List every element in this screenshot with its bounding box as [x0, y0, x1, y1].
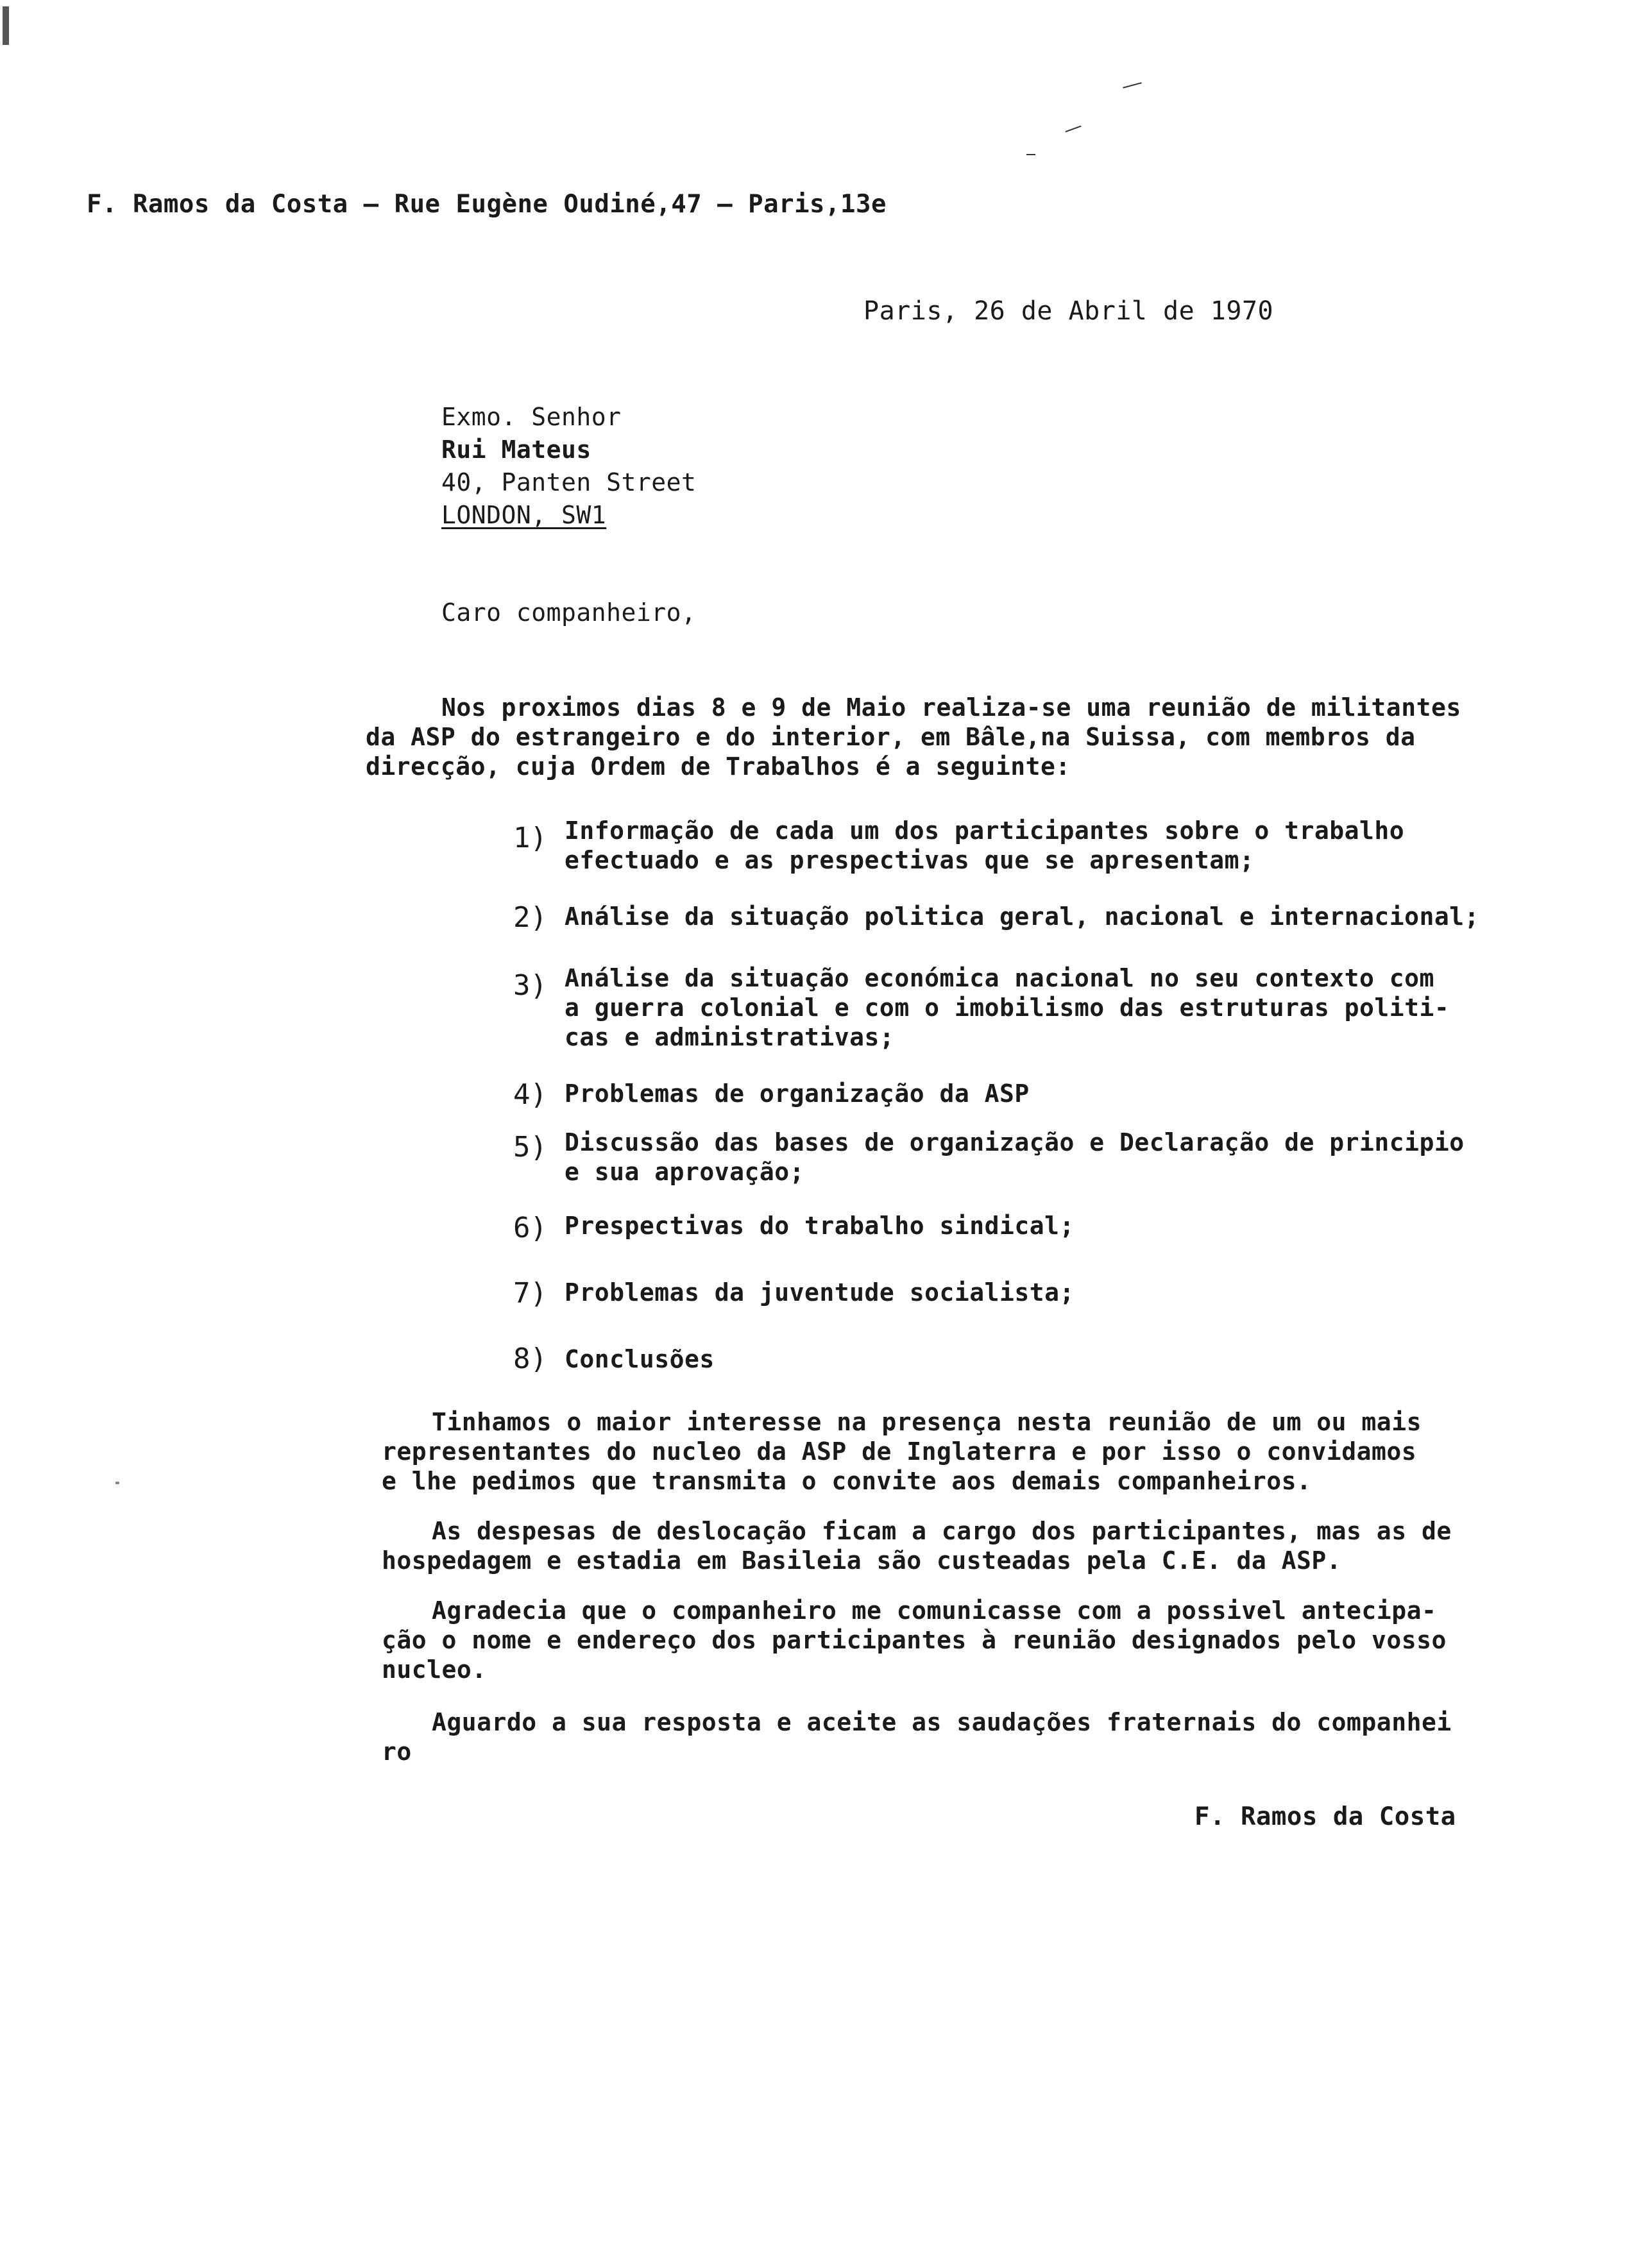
- recipient-title: Exmo. Senhor: [441, 403, 622, 431]
- agenda-item-5-line-2: e sua aprovação;: [565, 1158, 805, 1186]
- agenda-item-2-line-1: Análise da situação politica geral, nacional e internacional;: [565, 902, 1480, 931]
- paragraph-3-line-3: nucleo.: [382, 1655, 487, 1684]
- agenda-item-4-number: 4): [513, 1078, 547, 1111]
- recipient-name: Rui Mateus: [441, 436, 591, 464]
- agenda-item-7-line-1: Problemas da juventude socialista;: [565, 1278, 1075, 1307]
- paragraph-4-line-2: ro: [382, 1738, 412, 1766]
- letterhead: F. Ramos da Costa – Rue Eugène Oudiné,47 – Paris,13e: [87, 190, 887, 219]
- agenda-item-3-line-2: a guerra colonial e com o imobilismo das estruturas politi-: [565, 994, 1450, 1022]
- paragraph-1-line-2: representantes do nucleo da ASP de Inglaterra e por isso o convidamos: [382, 1437, 1417, 1466]
- date-line: Paris, 26 de Abril de 1970: [863, 296, 1274, 326]
- intro-line-3: direcção, cuja Ordem de Trabalhos é a seguinte:: [366, 752, 1071, 781]
- agenda-item-2-number: 2): [513, 901, 547, 934]
- greeting: Caro companheiro,: [441, 598, 697, 627]
- paragraph-1-line-1: Tinhamos o maior interesse na presença nesta reunião de um ou mais: [432, 1408, 1422, 1436]
- paragraph-4-line-1: Aguardo a sua resposta e aceite as saudações fraternais do companhei: [432, 1708, 1452, 1736]
- paragraph-3-line-1: Agradecia que o companheiro me comunicasse com a possivel antecipa-: [432, 1596, 1437, 1625]
- paragraph-2-line-2: hospedagem e estadia em Basileia são custeadas pela C.E. da ASP.: [382, 1546, 1342, 1575]
- agenda-item-1-line-2: efectuado e as prespectivas que se apresentam;: [565, 846, 1255, 874]
- agenda-item-8-line-1: Conclusões: [565, 1345, 715, 1373]
- paragraph-2-line-1: As despesas de deslocação ficam a cargo dos participantes, mas as de: [432, 1517, 1452, 1545]
- agenda-item-5-line-1: Discussão das bases de organização e Declaração de principio: [565, 1128, 1465, 1156]
- agenda-item-5-number: 5): [513, 1131, 547, 1164]
- agenda-item-1-number: 1): [513, 822, 547, 854]
- intro-line-1: Nos proximos dias 8 e 9 de Maio realiza-se uma reunião de militantes: [441, 693, 1461, 722]
- scan-mark: [1123, 82, 1141, 89]
- scan-dot: [115, 1482, 119, 1484]
- agenda-item-6-number: 6): [513, 1212, 547, 1244]
- scan-edge-mark: [3, 6, 9, 45]
- agenda-item-6-line-1: Prespectivas do trabalho sindical;: [565, 1212, 1075, 1240]
- agenda-item-4-line-1: Problemas de organização da ASP: [565, 1079, 1030, 1108]
- intro-line-2: da ASP do estrangeiro e do interior, em Bâle,na Suissa, com membros da: [366, 723, 1416, 751]
- agenda-item-8-number: 8): [513, 1342, 547, 1375]
- agenda-item-1-line-1: Informação de cada um dos participantes sobre o trabalho: [565, 817, 1405, 845]
- agenda-item-7-number: 7): [513, 1277, 547, 1310]
- recipient-street: 40, Panten Street: [441, 468, 697, 496]
- agenda-item-3-number: 3): [513, 969, 547, 1002]
- scan-mark: [1026, 154, 1035, 155]
- recipient-city: LONDON, SW1: [441, 501, 607, 529]
- scan-mark: [1065, 126, 1081, 133]
- agenda-item-3-line-3: cas e administrativas;: [565, 1023, 895, 1051]
- paragraph-3-line-2: ção o nome e endereço dos participantes à reunião designados pelo vosso: [382, 1626, 1447, 1654]
- paragraph-1-line-3: e lhe pedimos que transmita o convite aos demais companheiros.: [382, 1467, 1312, 1495]
- signature: F. Ramos da Costa: [1194, 1802, 1456, 1831]
- agenda-item-3-line-1: Análise da situação económica nacional no seu contexto com: [565, 964, 1434, 992]
